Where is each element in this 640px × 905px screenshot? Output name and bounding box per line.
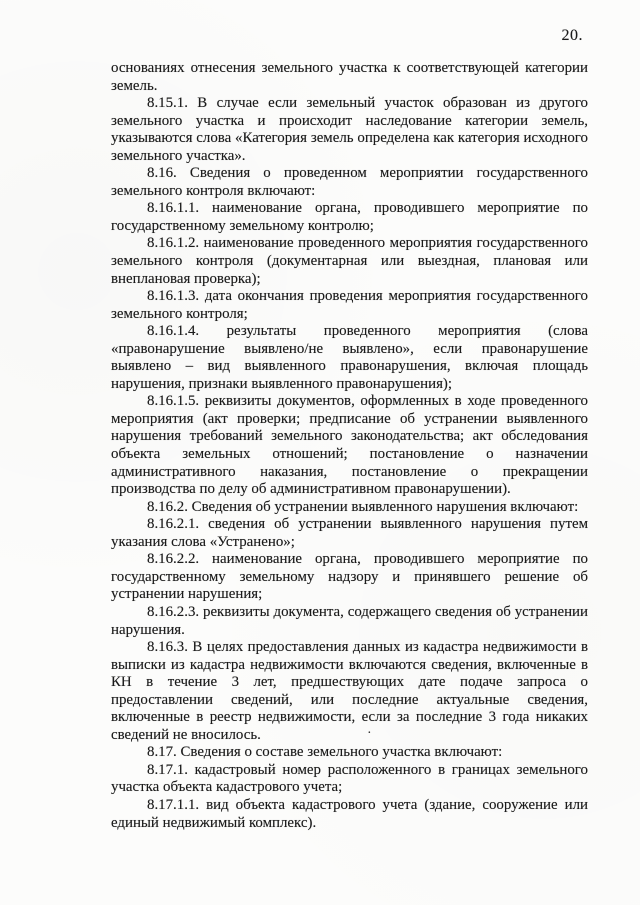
paragraph: 8.16.2.1. сведения об устранении выявленного нарушения путем указания слова «Устранено»; — [111, 516, 588, 550]
paragraph: 8.16.2.3. реквизиты документа, содержащего сведения об устранении нарушения. — [111, 603, 588, 638]
paragraph: основаниях отнесения земельного участка к соответствующей категории земель. — [111, 60, 588, 94]
paragraph: 8.17.1.1. вид объекта кадастрового учета (здание, сооружение или единый недвижимый комплекс). — [111, 796, 588, 831]
scan-artifact-dot: · — [367, 726, 372, 741]
document-body — [111, 60, 588, 832]
page-number: 20. — [561, 27, 583, 44]
paragraph: 8.15.1. В случае если земельный участок образован из другого земельного участка и происходит наследование категории земель, указываются слова «Категория земель определена как категория исходного земельного участка». — [111, 95, 588, 164]
paragraph: 8.17.1. кадастровый номер расположенного в границах земельного участка объекта кадастрового учета; — [111, 761, 588, 796]
paragraph: 8.16.3. В целях предоставления данных из кадастра недвижимости в выписки из кадастра недвижимости включаются сведения, включенные в КН в течение 3 лет, предшествующих дате подаче запроса о предоставлении сведений, или последние актуальные сведения, включенные в реестр недвижимости, если за последние 3 года никаких сведений не вносилось. — [111, 639, 588, 743]
paragraph: 8.16.1.1. наименование органа, проводившего мероприятие по государственному земельному контролю; — [111, 200, 588, 234]
paragraph: 8.16.1.5. реквизиты документов, оформленных в ходе проведенного мероприятия (акт проверки; предписание об устранении выявленного нарушения требований земельного законодательства; акт обследования объекта земельных отношений; постановление о назначении административного наказания, постановление о прекращении производства по делу об административном правонарушении). — [111, 393, 588, 498]
paragraph: 8.16.1.2. наименование проведенного мероприятия государственного земельного контроля (документарная или выездная, плановая или внеплановая проверка); — [111, 235, 588, 287]
paragraph: 8.17. Сведения о составе земельного участка включают: — [147, 744, 503, 761]
paragraph: 8.16.2. Сведения об устранении выявленного нарушения включают: — [147, 498, 579, 515]
paragraph: 8.16.1.4. результаты проведенного мероприятия (слова «правонарушение выявлено/не выявлено», если правонарушение выявлено – вид выявленного правонарушения, включая площадь нарушения, признаки выявленного правонарушения); — [111, 323, 588, 392]
paragraph: 8.16.2.2. наименование органа, проводившего мероприятие по государственному земельному надзору и принявшего решение об устранении нарушения; — [111, 551, 588, 603]
paragraph: 8.16. Сведения о проведенном мероприятии государственного земельного контроля включают: — [111, 165, 588, 199]
paragraph: 8.16.1.3. дата окончания проведения мероприятия государственного земельного контроля; — [111, 288, 588, 322]
